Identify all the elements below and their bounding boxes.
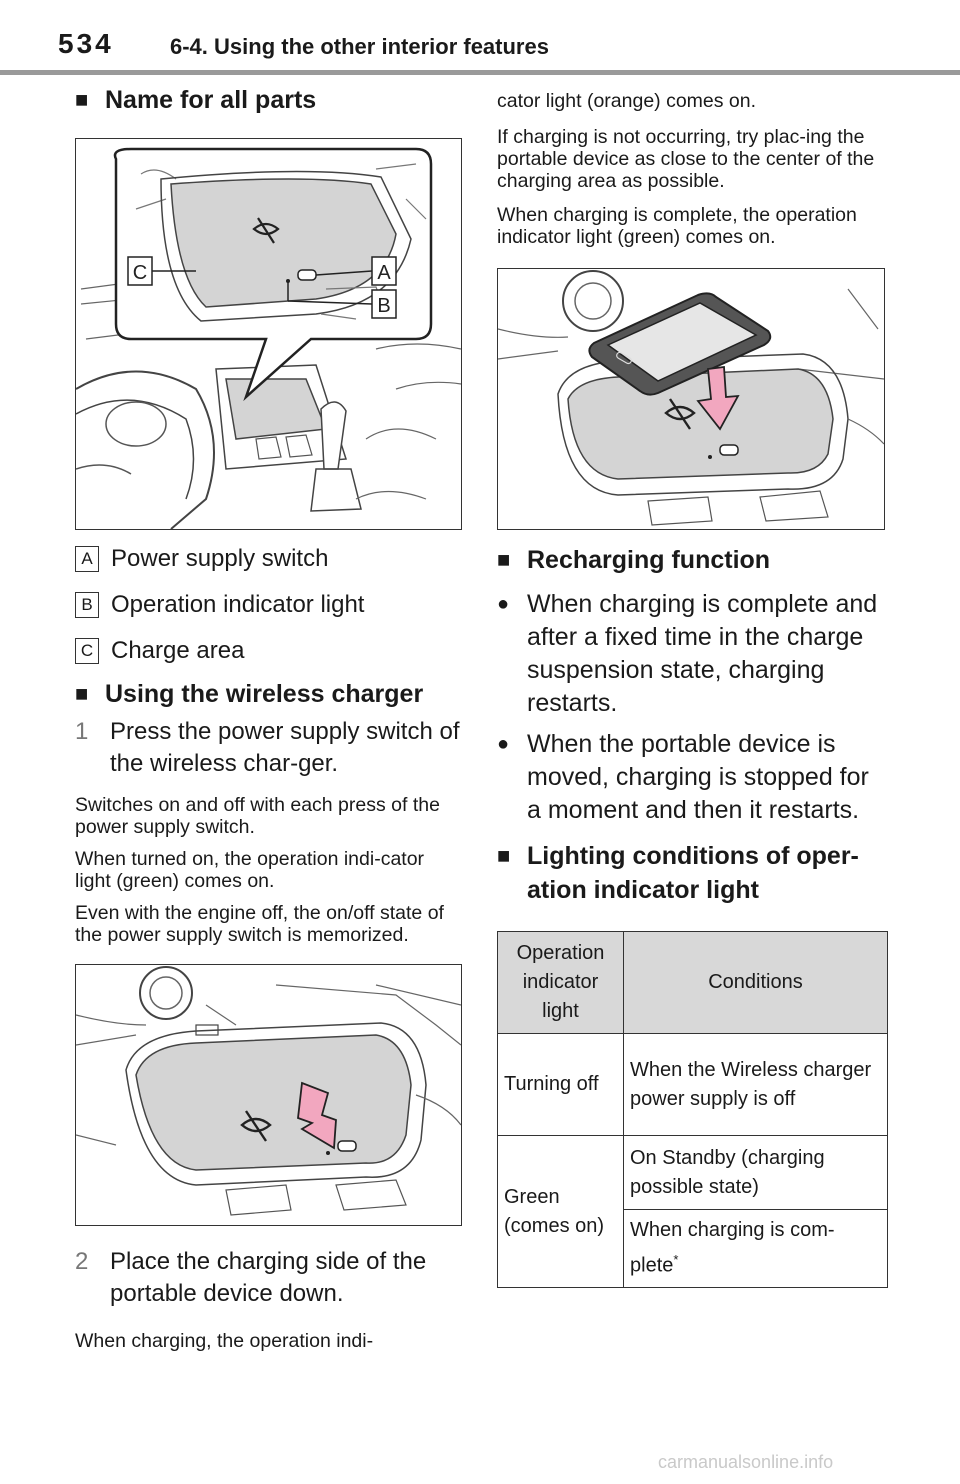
table-row: [498, 1034, 888, 1136]
callout-a: [372, 257, 396, 285]
table-header-cell: Operation indicator light: [498, 932, 624, 1034]
place-device-illustration: [497, 268, 885, 530]
name-parts-heading: ■ Name for all parts: [75, 86, 317, 114]
power-switch-illustration: [75, 964, 462, 1226]
header-rule: [0, 70, 960, 75]
square-bullet-icon: ■: [75, 681, 89, 706]
place-device-drawing: [498, 269, 884, 529]
square-bullet-icon: ■: [75, 87, 89, 112]
part-row-c: [75, 628, 465, 674]
console-overview-drawing: [76, 139, 461, 529]
table-cell: When the Wireless charger power supply is off: [624, 1034, 888, 1136]
paragraph: Even with the engine off, the on/off state of the power supply switch is memorized.: [75, 902, 444, 946]
part-letter-box: B: [75, 592, 99, 618]
part-row-b: [75, 582, 465, 628]
svg-text:C: C: [132, 262, 148, 284]
lighting-heading: ■ Lighting conditions of oper-ation indicator light: [497, 839, 889, 907]
svg-text:A: A: [377, 262, 391, 284]
table-header-cell: Conditions: [624, 932, 888, 1034]
page-header: [0, 0, 960, 76]
bullet-dot-icon: ●: [497, 733, 510, 755]
part-row-a: [75, 536, 465, 582]
step-number: 2: [75, 1248, 89, 1275]
part-label: Charge area: [111, 637, 245, 664]
paragraph: When charging is complete, the operation indicator light (green) comes on.: [497, 204, 857, 248]
table-cell: When charging is com-plete*: [624, 1210, 888, 1288]
part-letter-box: C: [75, 638, 99, 664]
step-number: 1: [75, 718, 89, 745]
indicator-light-icon: [708, 455, 712, 459]
svg-text:B: B: [377, 295, 391, 317]
page-number: 534: [58, 28, 114, 59]
bullet-item: ● When charging is complete and after a fixed time in the charge suspension state, charging restarts.: [497, 588, 889, 720]
using-charger-heading: ■ Using the wireless charger: [75, 680, 424, 708]
square-bullet-icon: ■: [497, 843, 511, 868]
part-label: Power supply switch: [111, 545, 329, 572]
table-row: [498, 1136, 888, 1210]
bullet-dot-icon: ●: [497, 593, 510, 615]
callout-c: [128, 257, 152, 285]
table-cell: Green (comes on): [498, 1136, 624, 1288]
square-bullet-icon: ■: [497, 547, 511, 572]
parts-list: [75, 536, 465, 674]
left-column: [75, 84, 465, 1352]
step-2: [75, 1246, 465, 1310]
step-text: Press the power supply switch of the wireless char-ger.: [110, 718, 460, 777]
table-cell: Turning off: [498, 1034, 624, 1136]
paragraph: When charging, the operation indi-: [75, 1330, 374, 1352]
power-switch-icon: [298, 270, 316, 280]
indicator-light-icon: [326, 1151, 330, 1155]
section-title: 6-4. Using the other interior features: [170, 34, 549, 59]
step-1: [75, 716, 465, 780]
power-switch-icon: [338, 1141, 356, 1151]
paragraph: cator light (orange) comes on.: [497, 90, 757, 112]
step-text: Place the charging side of the portable device down.: [110, 1248, 427, 1307]
paragraph: If charging is not occurring, try plac-ing the portable device as close to the center of the charging area as possible.: [497, 126, 875, 192]
parts-illustration: [75, 138, 462, 530]
table-header-row: [498, 932, 888, 1034]
table-cell: On Standby (charging possible state): [624, 1136, 888, 1210]
right-column: [497, 84, 889, 1288]
power-switch-drawing: [76, 965, 461, 1225]
watermark: carmanualsonline.info: [658, 1452, 834, 1472]
bullet-item: ● When the portable device is moved, charging is stopped for a moment and then it restarts.: [497, 728, 889, 827]
part-letter-box: A: [75, 546, 99, 572]
callout-b: [372, 290, 396, 318]
conditions-table: [497, 931, 888, 1288]
recharging-heading: ■ Recharging function: [497, 546, 771, 574]
paragraph: When turned on, the operation indi-cator light (green) comes on.: [75, 848, 425, 892]
power-switch-icon: [720, 445, 738, 455]
paragraph: Switches on and off with each press of the power supply switch.: [75, 794, 440, 838]
part-label: Operation indicator light: [111, 591, 365, 618]
